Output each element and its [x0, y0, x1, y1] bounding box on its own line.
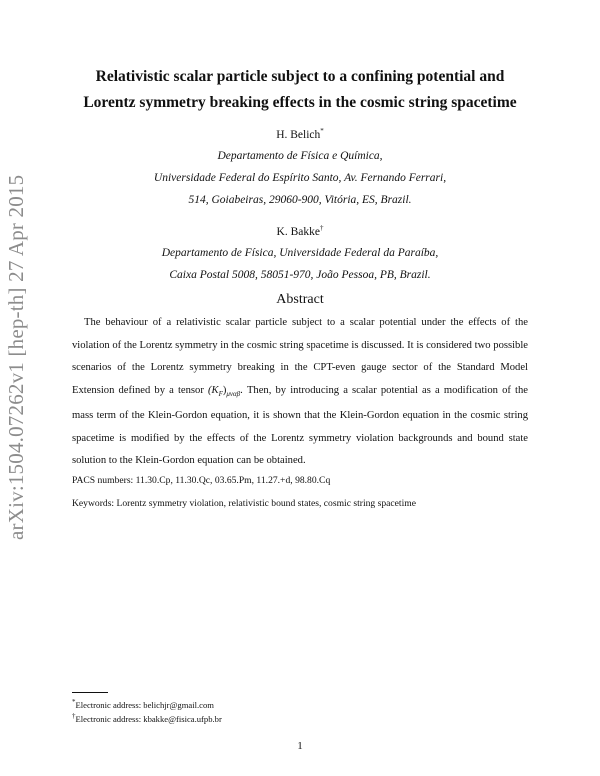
author-1-name: H. Belich	[276, 128, 321, 141]
author-2-mark: †	[319, 224, 324, 232]
author-1-affiliation-line-3: 514, Goiabeiras, 29060-900, Vitória, ES, Brazil.	[188, 194, 412, 206]
keywords: Keywords: Lorentz symmetry violation, relativistic bound states, cosmic string spacetime	[72, 498, 416, 509]
footnote-2	[72, 712, 222, 724]
tensor-indices: μναβ	[226, 389, 241, 398]
abstract-text-part-2: . Then, by introducing a scalar potential as a modification of the mass term of the Klein-Gordon equation, it is shown that the Klein-Gordon equation in the cosmic string spacetime is modified by the effects of the Lorentz symmetry violation backgrounds and bound state solution to the Klein-Gordon equation can be obtained.	[72, 384, 528, 467]
author-1	[0, 127, 600, 141]
footnote-rule	[72, 692, 108, 693]
abstract-heading: Abstract	[276, 292, 324, 307]
footnote-1-text: Electronic address: belichjr@gmail.com	[75, 699, 214, 710]
pacs-numbers: PACS numbers: 11.30.Cp, 11.30.Qc, 03.65.Pm, 11.27.+d, 98.80.Cq	[72, 475, 331, 486]
author-2-affiliation-line-2: Caixa Postal 5008, 58051-970, João Pessoa, PB, Brazil.	[169, 269, 431, 281]
author-2-name: K. Bakke	[276, 225, 320, 238]
page-number: 1	[297, 740, 303, 752]
author-2-affiliation-line-1: Departamento de Física, Universidade Federal da Paraíba,	[161, 247, 439, 259]
abstract-body	[72, 312, 528, 473]
author-1-mark: *	[320, 127, 324, 135]
footnote-1-mark: *	[72, 698, 76, 706]
footnote-1	[72, 698, 214, 710]
tensor-symbol	[208, 385, 240, 396]
title-line-1: Relativistic scalar particle subject to a confining potential and	[95, 68, 505, 85]
abstract-text-part-1: The behaviour of a relativistic scalar particle subject to a scalar potential under the effects of the violation of the Lorentz symmetry in the cosmic string spacetime is discussed. It is considered two possible scenarios of the Lorentz symmetry breaking in the CPT-even gauge sector of the Standard Model Extension defined by a tensor	[72, 317, 528, 396]
title-line-2: Lorentz symmetry breaking effects in the cosmic string spacetime	[83, 94, 517, 111]
footnote-2-text: Electronic address: kbakke@fisica.ufpb.br	[75, 713, 222, 724]
author-2	[0, 224, 600, 238]
arxiv-identifier: arXiv:1504.07262v1 [hep-th] 27 Apr 2015	[4, 174, 28, 540]
tensor-close: )	[222, 384, 227, 396]
author-1-affiliation-line-1: Departamento de Física e Química,	[217, 150, 383, 162]
tensor-subscript-f: F	[218, 389, 223, 398]
footnote-2-mark: †	[72, 712, 76, 720]
tensor-k: (K	[207, 384, 219, 396]
author-1-affiliation-line-2: Universidade Federal do Espírito Santo, Av. Fernando Ferrari,	[153, 172, 447, 184]
